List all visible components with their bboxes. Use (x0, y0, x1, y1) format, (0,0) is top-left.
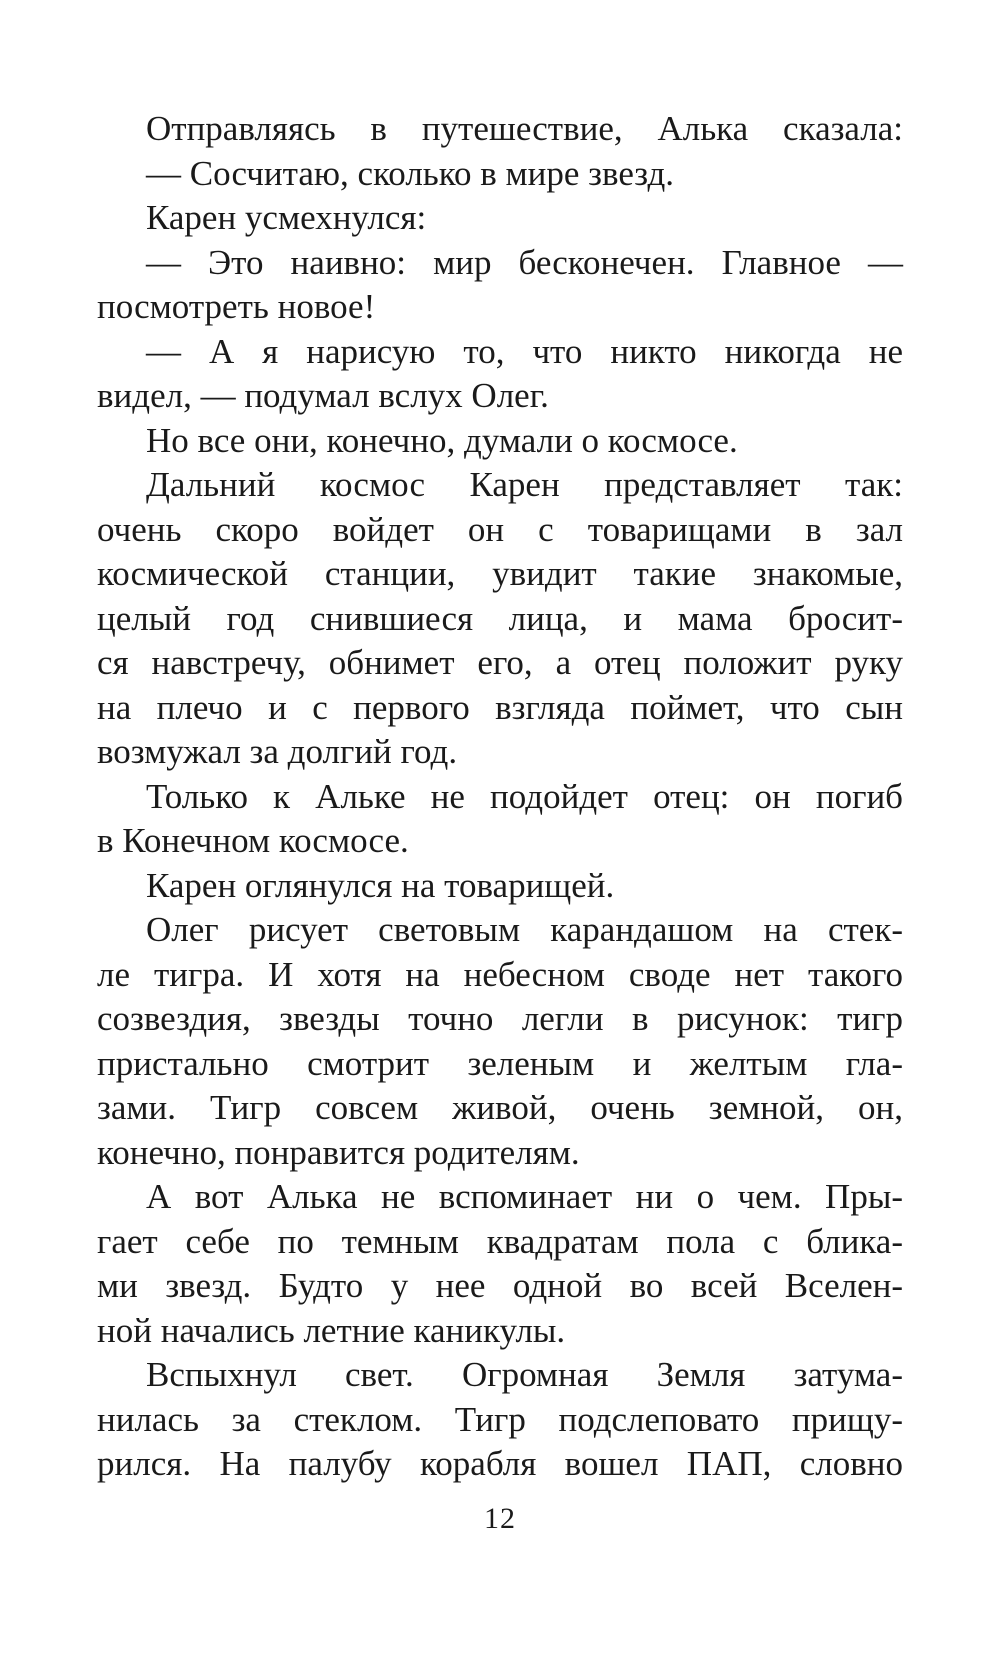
text-line: ми звезд. Будто у нее одной во всей Вселен- (97, 1266, 903, 1305)
text-line: — Это наивно: мир бесконечен. Главное — (146, 242, 903, 282)
text-line: Олег рисует световым карандашом на стек- (146, 910, 903, 949)
text-line: рился. На палубу корабля вошел ПАП, словно (97, 1444, 903, 1483)
text-line: Карен оглянулся на товарищей. (146, 865, 615, 905)
text-line: Но все они, конечно, думали о космосе. (146, 420, 738, 460)
text-line: А вот Алька не вспоминает ни о чем. Пры- (146, 1177, 903, 1216)
text-line: Карен усмехнулся: (146, 198, 427, 237)
text-line: возмужал за долгий год. (97, 732, 458, 771)
text-line: — Сосчитаю, сколько в мире звезд. (146, 153, 675, 193)
text-line: зами. Тигр совсем живой, очень земной, он, (97, 1088, 903, 1127)
page-body-text (97, 107, 903, 1487)
text-line: пристально смотрит зеленым и желтым гла- (97, 1043, 903, 1083)
text-line: на плечо и с первого взгляда поймет, что сын (97, 687, 903, 727)
text-line: посмотреть новое! (97, 287, 376, 326)
text-line: целый год снившиеся лица, и мама бросит- (97, 598, 903, 638)
text-line: Дальний космос Карен представляет так: (146, 465, 903, 504)
text-line: — А я нарисую то, что никто никогда не (146, 331, 903, 371)
text-line: Вспыхнул свет. Огромная Земля затума- (146, 1355, 903, 1394)
text-line: видел, — подумал вслух Олег. (97, 376, 549, 415)
text-line: созвездия, звезды точно легли в рисунок: тигр (97, 999, 903, 1038)
text-line: гает себе по темным квадратам пола с блика- (97, 1221, 903, 1261)
text-line: Только к Альке не подойдет отец: он погиб (146, 776, 903, 816)
text-line: ле тигра. И хотя на небесном своде нет такого (97, 954, 903, 994)
text-line: очень скоро войдет он с товарищами в зал (97, 509, 903, 549)
text-line: в Конечном космосе. (97, 821, 409, 860)
text-line: конечно, понравится родителям. (97, 1132, 580, 1172)
text-line: ся навстречу, обнимет его, а отец положит руку (97, 643, 903, 682)
text-line: Отправляясь в путешествие, Алька сказала: (146, 109, 903, 148)
page-number: 12 (484, 1502, 516, 1535)
text-line: ной начались летние каникулы. (97, 1310, 566, 1350)
text-line: космической станции, увидит такие знакомые, (97, 554, 903, 593)
text-line: нилась за стеклом. Тигр подслеповато прищу- (97, 1399, 903, 1439)
